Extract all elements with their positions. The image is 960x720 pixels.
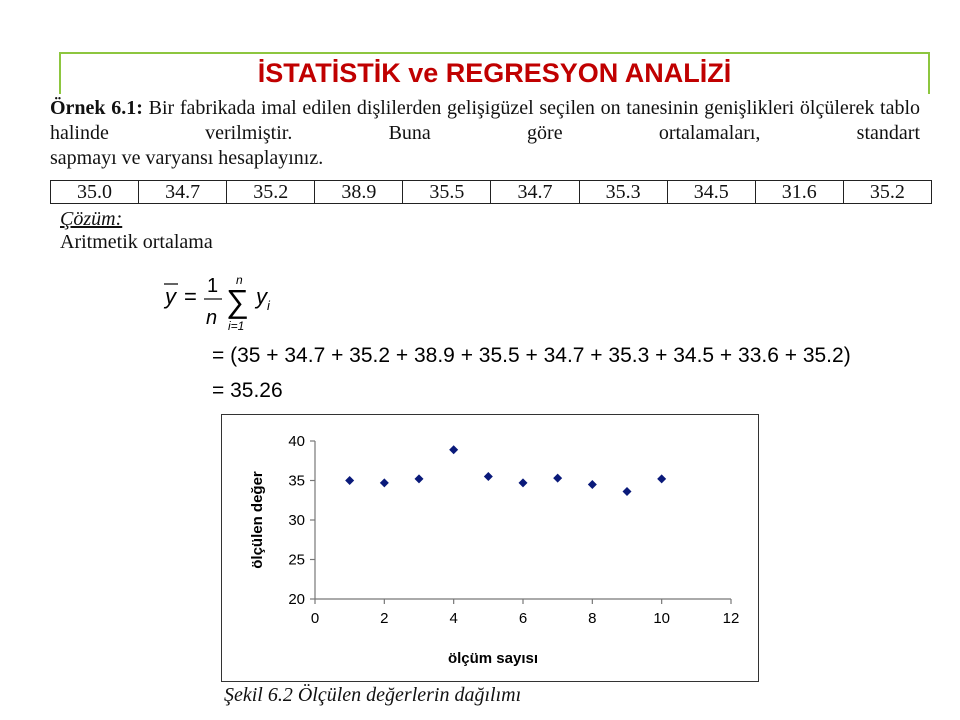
- table-cell: 38.9: [315, 181, 403, 204]
- data-point: [588, 480, 597, 489]
- chart-frame: [221, 414, 759, 682]
- formula-lhs: y: [165, 284, 176, 309]
- y-tick-label: 25: [288, 551, 305, 569]
- x-tick-label: 12: [722, 610, 740, 627]
- problem-line-3: sapmayı ve varyansı hesaplayınız.: [50, 147, 324, 169]
- data-point: [449, 445, 458, 454]
- table-cell: 34.5: [667, 181, 755, 204]
- chart-axes: [315, 441, 731, 599]
- chart-ticks: [288, 433, 739, 627]
- mean-result: = 35.26: [212, 379, 283, 402]
- title-box: [59, 52, 930, 94]
- data-point: [519, 478, 528, 487]
- formula-sub: i: [267, 298, 270, 313]
- sum-expansion: = (35 + 34.7 + 35.2 + 38.9 + 35.5 + 34.7 + 35.3 + 34.5 + 33.6 + 35.2): [212, 344, 851, 367]
- table-cell: 35.0: [51, 181, 139, 204]
- data-point: [380, 478, 389, 487]
- formula-var: y: [256, 284, 267, 309]
- data-point: [553, 474, 562, 483]
- slide-title: İSTATİSTİK ve REGRESYON ANALİZİ: [257, 58, 732, 88]
- sigma-symbol: ∑: [226, 283, 249, 319]
- table-cell: 35.2: [227, 181, 315, 204]
- x-tick-label: 10: [653, 610, 671, 627]
- problem-line-1: Bir fabrikada imal edilen dişlilerden gelişigüzel seçilen on tanesinin: [142, 97, 699, 119]
- formula-n: n: [206, 307, 218, 329]
- problem-statement: [50, 96, 920, 171]
- solution-heading: Çözüm:: [60, 208, 123, 230]
- table-cell: 34.7: [139, 181, 227, 204]
- y-axis-label: ölçülen değer: [249, 471, 266, 569]
- data-point: [345, 476, 354, 485]
- y-tick-label: 35: [288, 472, 305, 490]
- y-tick-label: 30: [288, 512, 305, 529]
- data-point: [657, 474, 666, 483]
- table-cell: 35.3: [579, 181, 667, 204]
- x-axis-label: ölçüm sayısı: [447, 650, 539, 667]
- table-cell: 34.7: [491, 181, 579, 204]
- scatter-chart: [222, 415, 757, 680]
- x-tick-label: 8: [588, 610, 597, 627]
- formula-equals: =: [184, 284, 197, 309]
- mean-formula: [160, 272, 920, 402]
- chart-points: [345, 445, 666, 496]
- x-tick-label: 4: [449, 610, 458, 627]
- table-cell: 31.6: [755, 181, 843, 204]
- data-point: [484, 472, 493, 481]
- values-table: [50, 180, 932, 204]
- x-tick-label: 6: [518, 610, 528, 627]
- problem-line-2: genişlikleri ölçülerek tablo halinde verilmiştir. Buna göre ortalamaları, standart: [50, 97, 921, 144]
- x-tick-label: 0: [310, 610, 320, 627]
- table-cell: 35.2: [843, 181, 931, 204]
- y-tick-label: 20: [288, 591, 305, 608]
- table-row: [51, 181, 932, 204]
- figure-caption: Şekil 6.2 Ölçülen değerlerin dağılımı: [224, 684, 522, 706]
- x-tick-label: 2: [380, 610, 389, 627]
- solution-subheading: Aritmetik ortalama: [60, 231, 213, 253]
- data-point: [415, 474, 424, 483]
- sum-top: n: [236, 273, 243, 287]
- table-cell: 35.5: [403, 181, 491, 204]
- formula-one: 1: [207, 275, 219, 297]
- data-point: [623, 487, 632, 496]
- sum-bottom: i=1: [228, 319, 245, 333]
- y-tick-label: 40: [288, 433, 305, 450]
- example-label: Örnek 6.1:: [50, 97, 143, 119]
